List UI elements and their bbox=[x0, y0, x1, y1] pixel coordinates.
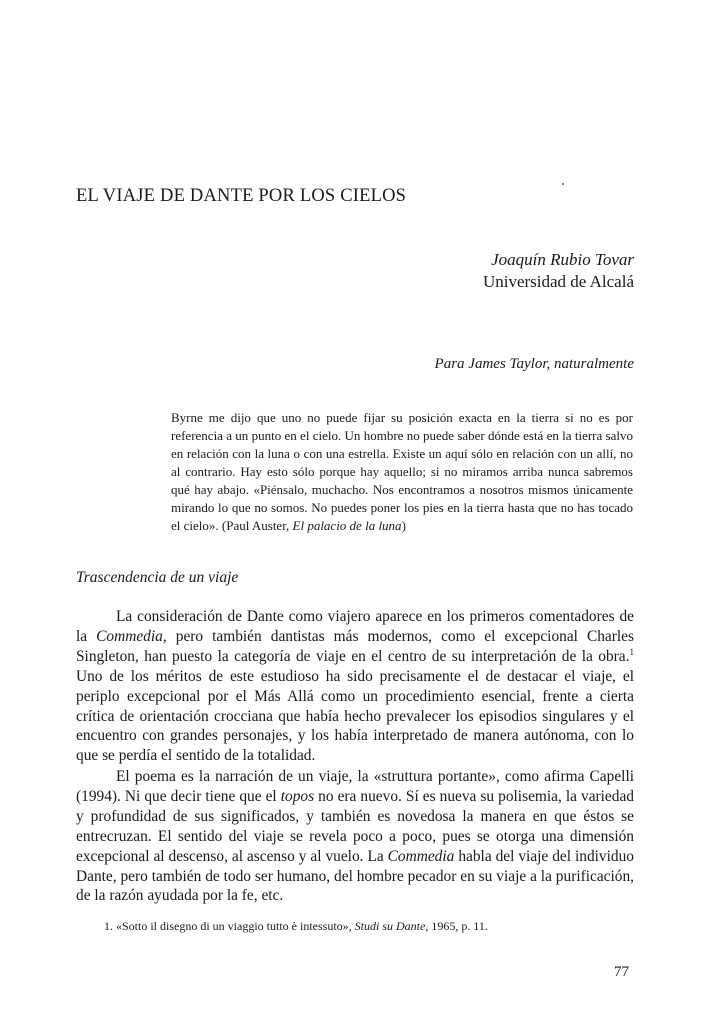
epigraph bbox=[171, 409, 637, 535]
paragraph-text: Uno de los méritos de este estudioso ha sido precisamente el de destacar el viaje, el periplo excepcional por el Más Allá como un procedimiento esencial, frente a cierta crítica de orientación crocciana que había hecho prevalecer los episodios singulares y el encuentro con grandes personajes, y los había interpretado de manera autónoma, con lo que se perdía el sentido de la totalidad. bbox=[76, 647, 638, 765]
author-name: Joaquín Rubio Tovar bbox=[491, 250, 634, 269]
epigraph-source-title: El palacio de la luna bbox=[292, 518, 402, 533]
body-paragraph bbox=[76, 767, 638, 906]
print-speck bbox=[562, 183, 564, 185]
dedication: Para James Taylor, naturalmente bbox=[434, 356, 634, 372]
footnote-text: 1. «Sotto il disegno di un viaggio tutto è intessuto», bbox=[104, 919, 355, 933]
author-affiliation: Universidad de Alcalá bbox=[482, 272, 634, 291]
paragraph-text: habla del viaje del individuo Dante, pero también de todo ser humano, del hombre pecador en su viaje a la purificación, de la razón ayudada por la fe, etc. bbox=[76, 847, 638, 905]
section-heading: Trascendencia de un viaje bbox=[76, 569, 239, 586]
paragraph-text: El poema es la narración de un viaje, la «struttura portante», como afirma Capelli (1994). Ni que decir tiene que el bbox=[76, 768, 638, 805]
work-title: Commedia bbox=[96, 627, 163, 645]
footnote-text: , 1965, p. 11. bbox=[425, 919, 488, 933]
epigraph-text: Byrne me dijo que uno no puede fijar su posición exacta en la tierra si no es por referencia a un punto en el cielo. Un hombre no puede saber dónde está en la tierra salvo en relación con la luna o con una estrella. Existe un aquí sólo en relación con un allí, no al contrario. Hay esto sólo porque hay aquello; si no miramos arriba nunca sabremos qué hay abajo. «Piénsalo, muchacho. Nos encontramos a nosotros mismos únicamente mirando lo que no somos. No puedes poner los pies en la tierra hasta que no has tocado el cielo». (Paul Auster, bbox=[171, 410, 637, 533]
paragraph-text: La consideración de Dante como viajero aparece en los primeros comentadores de la bbox=[76, 608, 638, 645]
footnote-work-title: Studi su Dante bbox=[354, 919, 426, 933]
article-title: EL VIAJE DE DANTE POR LOS CIELOS bbox=[76, 186, 407, 206]
paragraph-text: no era nuevo. Sí es nueva su polisemia, la variedad y profundidad de sus significados, y también es novedosa la manera en que éstos se entrecruzan. El sentido del viaje se revela poco a poco, pues se otorga una dimensión excepcional al descenso, al ascenso y al vuelo. La bbox=[76, 787, 638, 865]
footnote-reference: 1 bbox=[629, 646, 634, 657]
footnote bbox=[104, 919, 488, 934]
paragraph-text: , pero también dantistas más modernos, como el excepcional Charles Singleton, han puesto la categoría de viaje en el centro de su interpretación de la obra. bbox=[76, 627, 638, 665]
epigraph-closing: ) bbox=[401, 518, 406, 533]
page-number: 77 bbox=[614, 964, 629, 980]
body-paragraph bbox=[76, 607, 638, 766]
work-title: Commedia bbox=[387, 847, 455, 865]
emphasized-term: topos bbox=[280, 787, 315, 805]
author-block bbox=[483, 249, 634, 293]
